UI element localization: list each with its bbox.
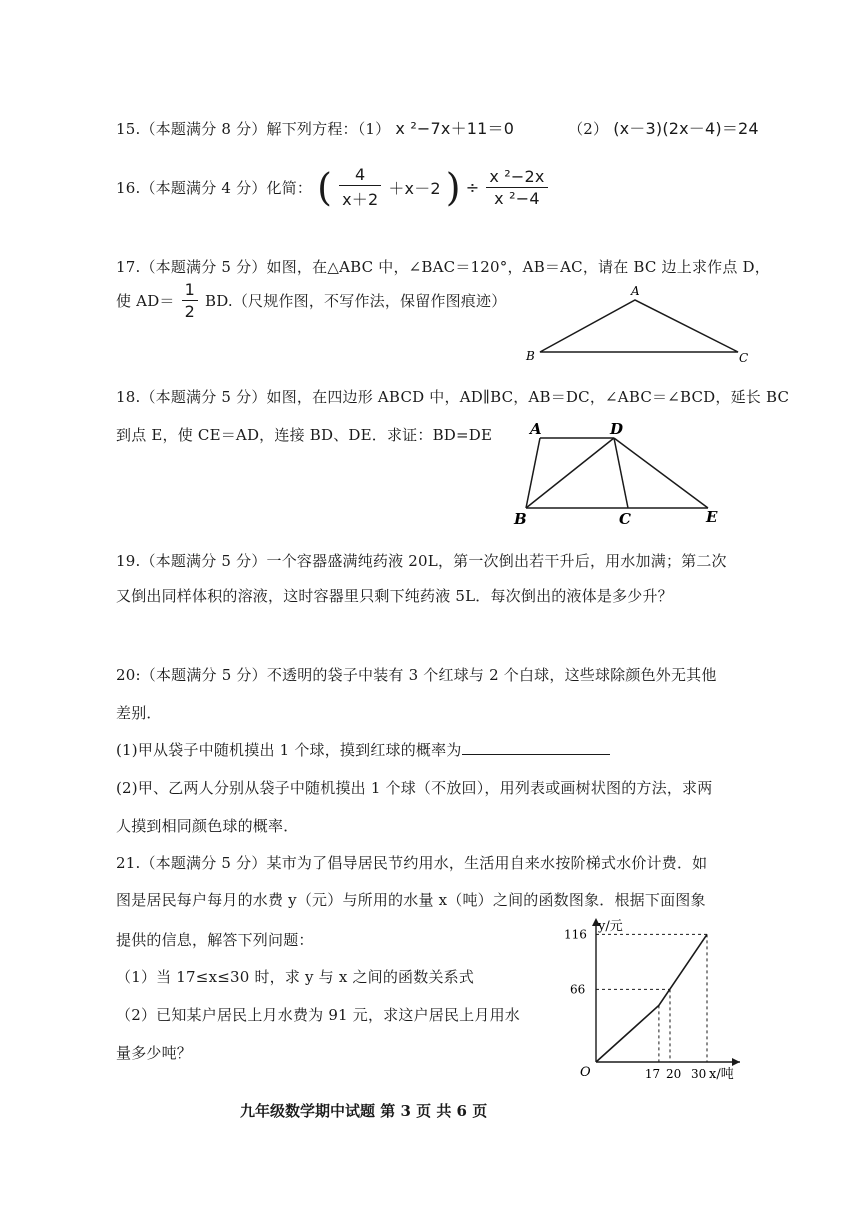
q20-line-4: (2)甲、乙两人分别从袋子中随机摸出 1 个球（不放回），用列表或画树状图的方法，求两 [116,779,713,797]
y-axis-label: y/元 [598,919,623,934]
q17-line-2-post: BD.（尺规作图，不写作法，保留作图痕迹） [204,292,507,310]
q15-head: 15.（本题满分 8 分）解下列方程：（1） [116,120,391,138]
answer-blank[interactable] [462,740,610,755]
segment-de [614,438,708,508]
page-footer: 九年级数学期中试题 第 3 页 共 6 页 [240,1102,488,1120]
x-tick-20: 20 [666,1067,682,1081]
q15-equation-1: x ²−7x＋11＝0 [395,119,515,138]
right-paren: ) [445,165,461,210]
q17-half-fraction [182,280,198,321]
q18-line-2: 到点 E，使 CE＝AD，连接 BD、DE．求证：BD=DE [116,426,493,444]
q16-line [116,165,550,210]
q15-equation-2: (x－3)(2x－4)＝24 [613,119,759,138]
q20-line-3-text: (1)甲从袋子中随机摸出 1 个球，摸到红球的概率为 [116,741,462,759]
label-b: B [514,510,527,528]
label-a: A [530,420,542,438]
q20-line-2: 差别． [116,704,162,722]
label-b: B [526,349,535,363]
x-axis-label: x/吨 [709,1067,734,1082]
label-c: C [619,510,631,528]
origin-label: O [580,1065,591,1080]
label-a: A [631,284,640,298]
q16-middle-term: ＋x－2 [388,179,441,198]
y-tick-66: 66 [570,982,586,997]
q17-line-2 [116,280,506,321]
q20-line-3 [116,739,610,760]
q21-line-3: 提供的信息，解答下列问题： [116,931,314,949]
q18-quadrilateral-figure [508,418,738,530]
q16-fraction-2 [486,167,547,208]
q15-line [116,116,759,139]
q20-line-5: 人摸到相同颜色球的概率． [116,817,299,835]
left-paren: ( [317,165,333,210]
q17-line-1: 17.（本题满分 5 分）如图，在△ABC 中，∠BAC＝120°，AB＝AC，请在 BC 边上求作点 D， [116,258,770,276]
q21-line-6: 量多少吨？ [116,1044,193,1062]
q19-line-1: 19.（本题满分 5 分）一个容器盛满纯药液 20L，第一次倒出若干升后，用水加满；第二次 [116,552,727,570]
q19-line-2: 又倒出同样体积的溶液，这时容器里只剩下纯药液 5L．每次倒出的液体是多少升？ [116,587,673,605]
label-d: D [610,420,624,438]
q18-line-1: 18.（本题满分 5 分）如图，在四边形 ABCD 中，AD∥BC，AB＝DC，∠ABC＝∠BCD，延长 BC [116,388,790,406]
segment-dc [614,438,628,508]
x-tick-17: 17 [644,1067,661,1081]
label-c: C [739,351,749,365]
label-e: E [706,508,718,526]
q17-half-num: 1 [182,280,198,301]
q21-line-1: 21.（本题满分 5 分）某市为了倡导居民节约用水，生活用自来水按阶梯式水价计费．如 [116,854,708,872]
q17-line-2-pre: 使 AD＝ [116,292,175,310]
segment-bd [526,438,614,508]
q21-line-4: （1）当 17≤x≤30 时，求 y 与 x 之间的函数关系式 [116,968,475,986]
q21-line-5: （2）已知某户居民上月水费为 91 元，求这户居民上月用水 [116,1006,520,1024]
x-axis-arrow [732,1058,740,1066]
q17-triangle-figure [520,278,760,368]
q16-divide-sign: ÷ [465,178,480,197]
q21-water-fee-graph [540,912,745,1087]
q16-fraction-1-den: x＋2 [342,190,379,209]
q15-part2: （2） [568,120,609,138]
q16-head: 16.（本题满分 4 分）化简： [116,179,313,197]
q21-line-2: 图是居民每户每月的水费 y（元）与所用的水量 x（吨）之间的函数图象．根据下面图象 [116,891,706,909]
q17-half-den: 2 [184,302,195,321]
q16-fraction-1 [339,165,381,210]
q16-fraction-1-num: 4 [339,165,381,186]
triangle-abc [540,300,738,352]
series-line [596,934,707,1062]
q16-fraction-2-num: x ²−2x [486,167,547,188]
y-tick-116: 116 [564,927,587,942]
segment-ab [526,438,540,508]
x-tick-30: 30 [691,1067,707,1081]
q20-line-1: 20:（本题满分 5 分）不透明的袋子中装有 3 个红球与 2 个白球，这些球除颜色外无其他 [116,666,717,684]
q16-fraction-2-den: x ²−4 [494,189,540,208]
